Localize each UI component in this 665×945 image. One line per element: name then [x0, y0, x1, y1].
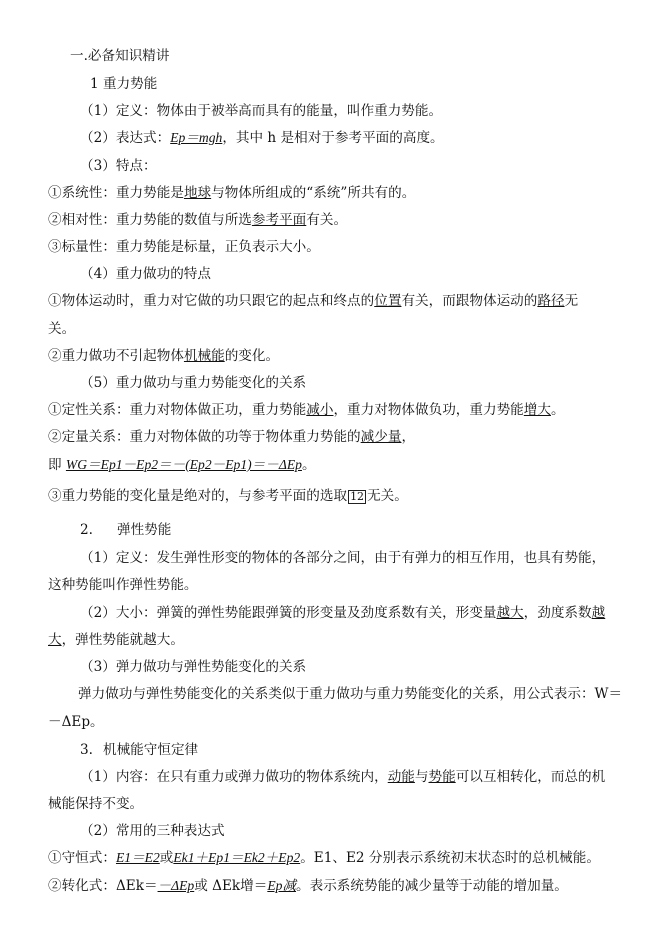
conservation-content-cont: 械能保持不变。 [48, 796, 144, 812]
formula: Ek1＋Ep1＝Ek2＋Ep2 [173, 850, 301, 865]
text: 或 ΔEk增＝ [194, 878, 268, 894]
formula: Ep减 [267, 878, 297, 893]
blank-answer: 地球 [183, 185, 212, 201]
form-conservation [48, 849, 600, 867]
work-title: （4）重力做功的特点 [80, 266, 211, 282]
text: 无 [564, 293, 579, 309]
text: ②相对性：重力势能的数值与所选 [48, 212, 252, 228]
blank-answer: 大 [48, 632, 62, 648]
text: 的变化。 [224, 348, 280, 364]
formula: E1＝E2 [115, 850, 160, 865]
text: ①物体运动时，重力对它做的功只跟它的起点和终点的 [48, 293, 375, 309]
relation-formula [48, 456, 316, 474]
text: ，弹性势能就越大。 [61, 632, 184, 648]
text: ，重力对物体做负功，重力势能 [333, 402, 524, 418]
text: （2）大小：弹簧的弹性势能跟弹簧的形变量及劲度系数有关，形变量 [80, 605, 497, 621]
expression-line [80, 129, 444, 147]
elastic-size [80, 604, 605, 622]
text: （1）内容：在只有重力或弹力做功的物体系统内， [80, 769, 388, 785]
blank-answer: 越大 [496, 605, 524, 621]
elastic-definition: （1）定义：发生弹性形变的物体的各部分之间，由于有弹力的相互作用，也具有势能， [80, 550, 606, 566]
text: 。E1、E2 分别表示系统初末状态时的总机械能。 [300, 850, 600, 866]
heading-text: 机械能守恒定律 [102, 742, 199, 758]
relation-title: （5）重力做功与重力势能变化的关系 [80, 375, 307, 391]
text: ②定量关系：重力对物体做的功等于物体重力势能的 [48, 429, 361, 445]
expr-suffix: ，其中 h 是相对于参考平面的高度。 [222, 130, 444, 146]
page-number-box: 12 [350, 489, 365, 503]
work-point-2 [48, 347, 279, 365]
work-point-1 [48, 292, 578, 310]
heading-conservation [80, 741, 198, 759]
text: ，劲度系数 [523, 605, 592, 621]
text: 与物体所组成的“系统”所共有的。 [211, 185, 416, 201]
feature-relative [48, 211, 347, 229]
text: 有关，而跟物体运动的 [401, 293, 538, 309]
text: ， [401, 429, 416, 445]
formula: WG＝Ep1－Ep2＝－(Ep2－Ep1)＝－ΔEp [65, 457, 302, 472]
text: ②转化式：ΔEk＝ [48, 878, 158, 894]
blank-answer: 机械能 [183, 348, 225, 364]
blank-answer: 动能 [387, 769, 415, 785]
heading-text: 弹性势能 [116, 522, 172, 538]
relation-quantitative [48, 428, 415, 446]
heading-number: 2. [80, 522, 93, 538]
heading-number: 3. [80, 742, 93, 758]
text: 即 [48, 457, 62, 473]
features-title: （3）特点： [80, 158, 157, 174]
definition-line: （1）定义：物体由于被举高而具有的能量，叫作重力势能。 [80, 103, 443, 119]
elastic-relation-cont: －ΔEp。 [48, 714, 104, 730]
elastic-size-cont [48, 631, 184, 649]
relation-qualitative [48, 401, 565, 419]
heading-gravity-pe: 1 重力势能 [90, 76, 158, 92]
text: 。 [550, 402, 565, 418]
text: 或 [159, 850, 174, 866]
text: ③重力势能的变化量是绝对的，与参考平面的选取 [48, 488, 348, 504]
expr-formula: Ep＝mgh [170, 130, 223, 145]
form-conversion [48, 877, 568, 895]
blank-answer: 路径 [537, 293, 565, 309]
feature-scalar: ③标量性：重力势能是标量，正负表示大小。 [48, 239, 320, 255]
text: 。表示系统势能的减少量等于动能的增加量。 [296, 878, 568, 894]
feature-system [48, 184, 415, 202]
heading-elastic-pe [80, 521, 171, 539]
text: 。 [301, 457, 316, 473]
blank-answer: 越 [591, 605, 606, 621]
section-title: 一.必备知识精讲 [70, 48, 170, 64]
blank-answer: 增大 [523, 402, 551, 418]
text: 与 [414, 769, 429, 785]
conservation-content [80, 768, 605, 786]
forms-title: （2）常用的三种表达式 [80, 823, 225, 839]
relation-absolute [48, 487, 408, 505]
blank-answer: 减小 [306, 402, 334, 418]
elastic-relation-title: （3）弹力做功与弹性势能变化的关系 [80, 659, 307, 675]
elastic-relation: 弹力做功与弹性势能变化的关系类似于重力做功与重力势能变化的关系，用公式表示：W＝ [78, 686, 623, 702]
blank-answer: 减少量 [360, 429, 402, 445]
text: ①守恒式： [48, 850, 116, 866]
text: ②重力做功不引起物体 [48, 348, 184, 364]
text: ①系统性：重力势能是 [48, 185, 184, 201]
elastic-definition-cont: 这种势能叫作弹性势能。 [48, 577, 198, 593]
text: 无关。 [367, 488, 408, 504]
formula: －ΔEp [157, 878, 195, 893]
text: 有关。 [306, 212, 348, 228]
expr-prefix: （2）表达式： [80, 130, 171, 146]
text: ①定性关系：重力对物体做正功，重力势能 [48, 402, 307, 418]
blank-answer: 参考平面 [251, 212, 307, 228]
text: 可以互相转化，而总的机 [455, 769, 606, 785]
blank-answer: 位置 [374, 293, 402, 309]
blank-answer: 势能 [428, 769, 456, 785]
work-point-1-cont: 关。 [48, 321, 76, 337]
